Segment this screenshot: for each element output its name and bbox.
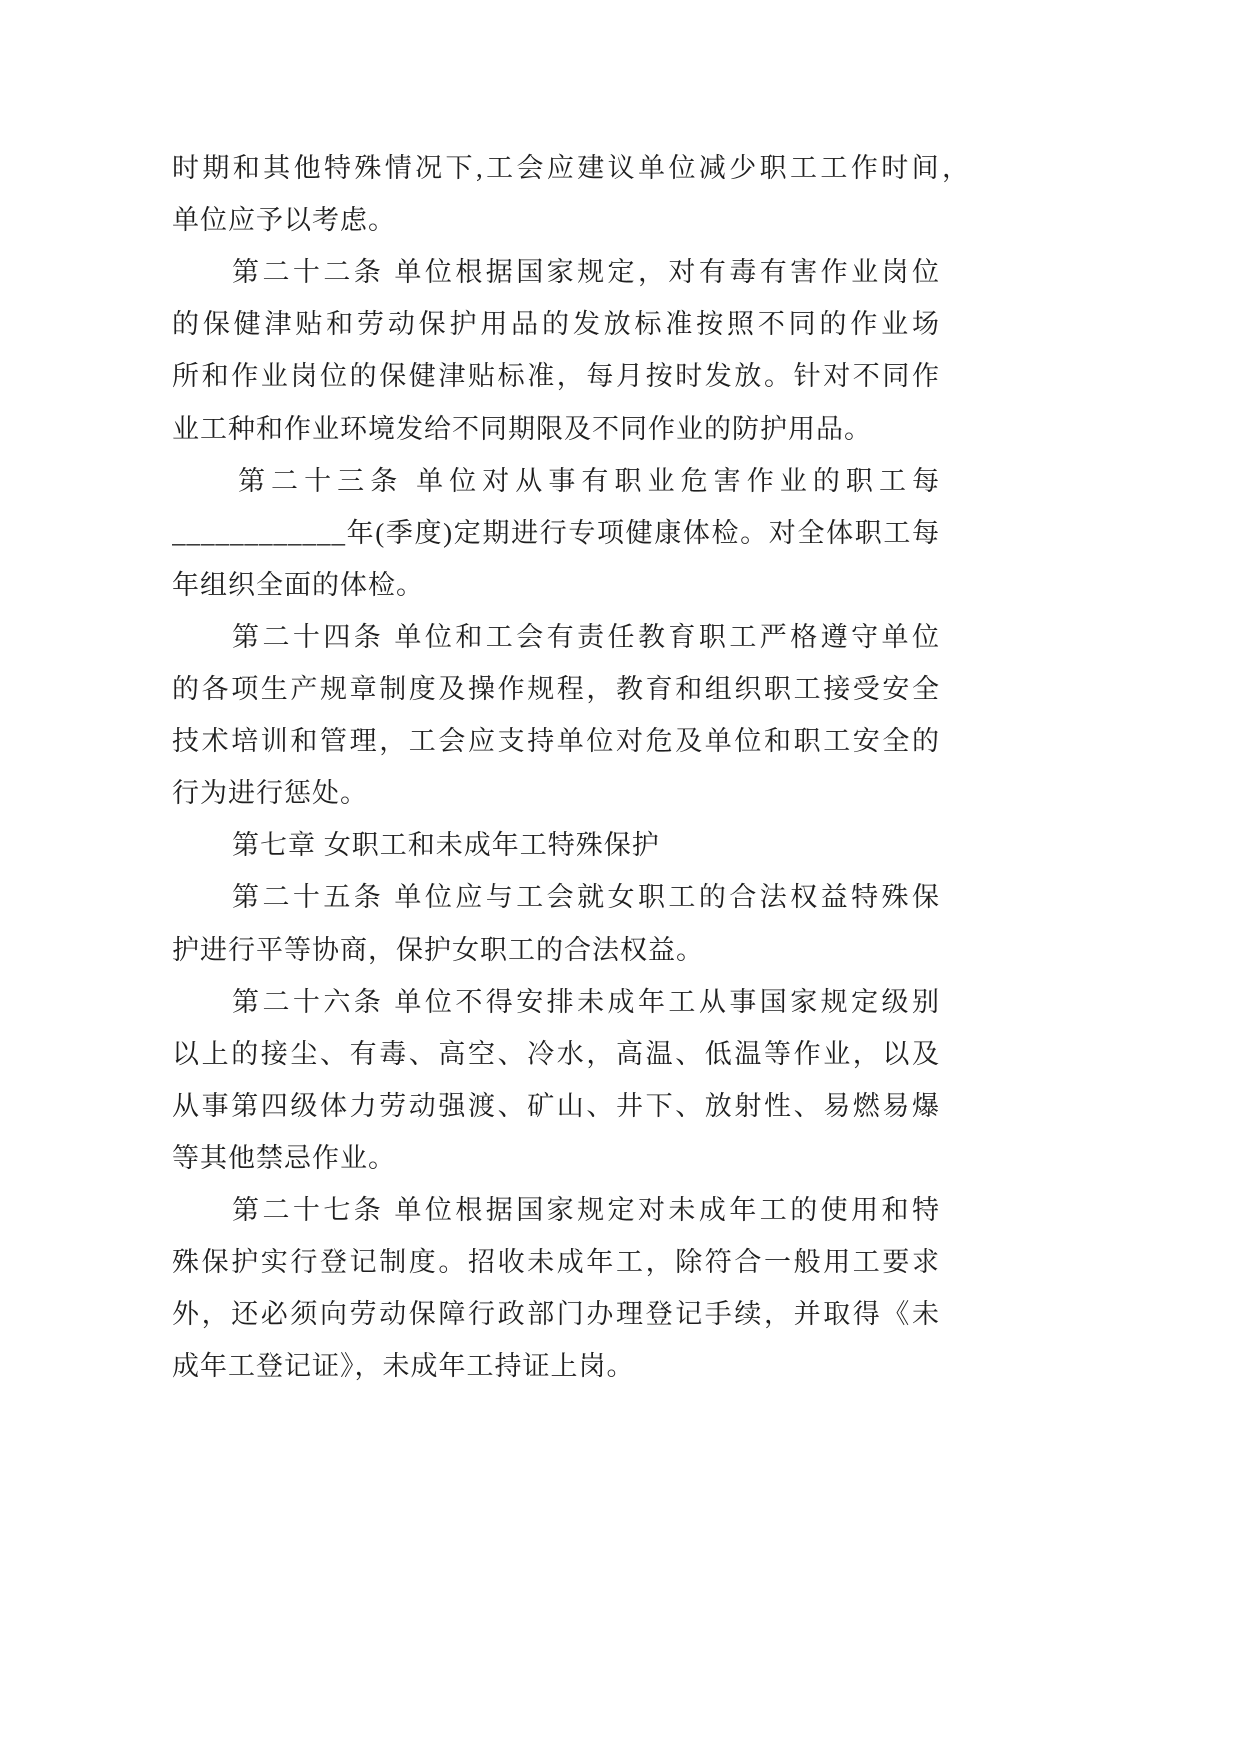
text-line: 第二十五条 单位应与工会就女职工的合法权益特殊保 bbox=[232, 882, 940, 913]
text-line: 成年工登记证》，未成年工持证上岗。 bbox=[172, 1351, 635, 1382]
text-line: 的保健津贴和劳动保护用品的发放标准按照不同的作业场 bbox=[172, 309, 940, 340]
text-line: 行为进行惩处。 bbox=[172, 778, 368, 809]
text-line-with-blank: ____________年(季度)定期进行专项健康体检。对全体职工每 bbox=[172, 517, 940, 548]
text-line: 第二十二条 单位根据国家规定，对有毒有害作业岗位 bbox=[232, 257, 940, 288]
text-line: 技术培训和管理，工会应支持单位对危及单位和职工安全的 bbox=[172, 726, 940, 757]
text-line: 以上的接尘、有毒、高空、冷水，高温、低温等作业，以及 bbox=[172, 1038, 940, 1069]
text-line: 第二十七条 单位根据国家规定对未成年工的使用和特 bbox=[232, 1195, 940, 1225]
text-line: 第二十三条 单位对从事有职业危害作业的职工每 bbox=[238, 465, 940, 496]
text-line: 殊保护实行登记制度。招收未成年工，除符合一般用工要求 bbox=[172, 1247, 940, 1278]
text-line: 护进行平等协商，保护女职工的合法权益。 bbox=[172, 934, 704, 965]
text-line: 年组织全面的体检。 bbox=[172, 569, 424, 600]
text-line: 单位应予以考虑。 bbox=[172, 205, 396, 236]
text-line: 从事第四级体力劳动强渡、矿山、井下、放射性、易燃易爆 bbox=[172, 1090, 940, 1121]
text-line: 等其他禁忌作业。 bbox=[172, 1142, 396, 1173]
text-line: 第二十六条 单位不得安排未成年工从事国家规定级别 bbox=[232, 986, 940, 1017]
text-line: 时期和其他特殊情况下,工会应建议单位减少职工工作时间， bbox=[172, 153, 970, 183]
chapter-title: 第七章 女职工和未成年工特殊保护 bbox=[232, 830, 660, 861]
text-line: 的各项生产规章制度及操作规程，教育和组织职工接受安全 bbox=[172, 674, 940, 704]
text-line: 业工种和作业环境发给不同期限及不同作业的防护用品。 bbox=[172, 413, 872, 444]
text-line: 外，还必须向劳动保障行政部门办理登记手续，并取得《未 bbox=[172, 1299, 940, 1330]
text-line: 第二十四条 单位和工会有责任教育职工严格遵守单位 bbox=[232, 621, 940, 652]
text-line: 所和作业岗位的保健津贴标准，每月按时发放。针对不同作 bbox=[172, 361, 940, 392]
